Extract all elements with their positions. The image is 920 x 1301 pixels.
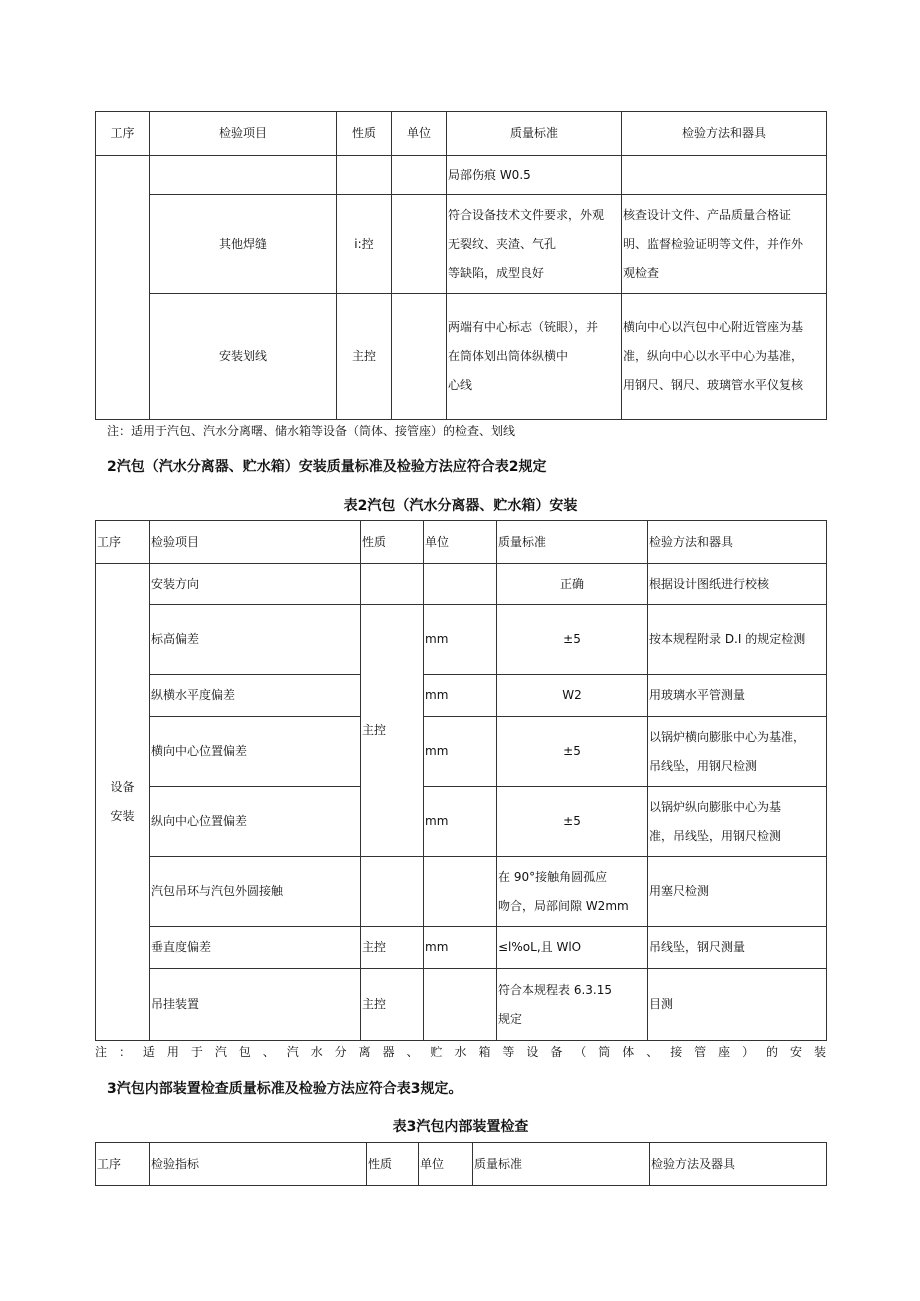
process-cell xyxy=(96,156,150,420)
nature-cell: 主控 xyxy=(361,605,424,857)
item-cell: 纵横水平度偏差 xyxy=(150,675,361,717)
method-line: 核查设计文件、产品质量合格证 xyxy=(623,207,792,222)
item-cell: 安装划线 xyxy=(150,294,337,420)
unit-cell: mm xyxy=(424,927,497,969)
table-row xyxy=(96,675,827,717)
table-2-caption: 表2汽包（汽水分离器、贮水箱）安装 xyxy=(343,498,578,514)
standard-cell: ±5 xyxy=(497,787,648,857)
unit-cell xyxy=(424,857,497,927)
table-row xyxy=(96,969,827,1041)
method-cell: 目测 xyxy=(648,969,827,1041)
unit-cell xyxy=(424,969,497,1041)
item-cell: 汽包吊环与汽包外圆接触 xyxy=(150,857,361,927)
unit-cell: mm xyxy=(424,717,497,787)
process-cell xyxy=(96,564,150,1041)
nature-cell xyxy=(337,156,392,195)
standard-cell: 局部伤痕 W0.5 xyxy=(447,156,622,195)
standard-line: 吻合，局部间隙 W2mm xyxy=(498,898,629,913)
standard-cell xyxy=(497,969,648,1041)
method-cell xyxy=(622,156,827,195)
header-method: 检验方法及器具 xyxy=(650,1143,827,1186)
nature-cell xyxy=(361,857,424,927)
table-1-header xyxy=(96,112,827,156)
header-unit: 单位 xyxy=(392,112,447,156)
table-3-header xyxy=(96,1143,827,1186)
header-process: 工序 xyxy=(96,521,150,564)
header-process: 工序 xyxy=(96,112,150,156)
method-line: 吊线坠，用钢尺检测 xyxy=(649,758,758,773)
standard-cell: W2 xyxy=(497,675,648,717)
standard-line: 无裂纹、夹渣、气孔 xyxy=(448,236,557,251)
table-row xyxy=(96,605,827,675)
standard-line: 心线 xyxy=(448,378,473,392)
method-line: 明、监督检验证明等文件，并作外 xyxy=(623,236,804,251)
header-process: 工序 xyxy=(96,1143,150,1186)
item-cell: 安装方向 xyxy=(150,564,361,605)
header-nature: 性质 xyxy=(367,1143,419,1186)
method-cell xyxy=(648,717,827,787)
header-method: 检验方法和器具 xyxy=(622,112,827,156)
table-row xyxy=(96,156,827,195)
standard-cell xyxy=(447,195,622,294)
nature-cell: i:控 xyxy=(337,195,392,294)
method-line: 观检查 xyxy=(623,265,660,280)
standard-cell: 正确 xyxy=(497,564,648,605)
standard-cell: ±5 xyxy=(497,605,648,675)
header-nature: 性质 xyxy=(337,112,392,156)
table-row xyxy=(96,564,827,605)
unit-cell: mm xyxy=(424,675,497,717)
method-cell xyxy=(648,787,827,857)
item-cell: 其他焊缝 xyxy=(150,195,337,294)
standard-line: 在 90°接触角圆孤应 xyxy=(498,869,608,884)
method-cell xyxy=(622,294,827,420)
table-2-note: 注：适用于汽包、汽水分离器、贮水箱等设备（筒体、接管座）的安装 xyxy=(95,1045,826,1059)
header-item: 检验指标 xyxy=(150,1143,367,1186)
method-cell: 按本规程附录 D.I 的规定检测 xyxy=(648,605,827,675)
standard-line: 等缺陷，成型良好 xyxy=(448,265,545,280)
process-line: 设备 xyxy=(110,780,135,794)
item-cell: 纵向中心位置偏差 xyxy=(150,787,361,857)
header-nature: 性质 xyxy=(361,521,424,564)
unit-cell: mm xyxy=(424,787,497,857)
standard-line: 符合设备技术文件要求，外观 xyxy=(448,207,605,222)
method-cell: 用玻璃水平管测量 xyxy=(648,675,827,717)
item-cell xyxy=(150,156,337,195)
table-row xyxy=(96,927,827,969)
unit-cell: mm xyxy=(424,605,497,675)
header-standard: 质量标准 xyxy=(473,1143,650,1186)
paragraph-2: 2汽包（汽水分离器、贮水箱）安装质量标准及检验方法应符合表2规定 xyxy=(107,459,547,475)
table-2 xyxy=(95,520,827,1041)
unit-cell xyxy=(392,294,447,420)
standard-cell xyxy=(497,857,648,927)
table-row xyxy=(96,195,827,294)
process-line: 安装 xyxy=(110,809,135,823)
standard-line: 两端有中心标志（铳眼），并 xyxy=(448,320,599,334)
method-cell: 吊线坠，钢尺测量 xyxy=(648,927,827,969)
method-cell: 根据设计图纸进行校核 xyxy=(648,564,827,605)
unit-cell xyxy=(392,156,447,195)
table-row xyxy=(96,787,827,857)
method-cell: 用塞尺检测 xyxy=(648,857,827,927)
standard-line: 在筒体划出筒体纵横中 xyxy=(448,349,569,363)
method-line: 横向中心以汽包中心附近管座为基 xyxy=(623,320,804,334)
standard-line: 规定 xyxy=(498,1011,523,1026)
nature-cell: 主控 xyxy=(361,927,424,969)
header-method: 检验方法和器具 xyxy=(648,521,827,564)
nature-cell: 主控 xyxy=(337,294,392,420)
table-3-caption: 表3汽包内部装置检查 xyxy=(392,1119,529,1135)
method-line: 用钢尺、钢尺、玻璃管水平仪复核 xyxy=(623,378,804,392)
unit-cell xyxy=(392,195,447,294)
header-item: 检验项目 xyxy=(150,112,337,156)
table-row xyxy=(96,294,827,420)
standard-cell: ≤l%oL,且 WlO xyxy=(497,927,648,969)
standard-cell xyxy=(447,294,622,420)
unit-cell xyxy=(424,564,497,605)
header-unit: 单位 xyxy=(419,1143,473,1186)
item-cell: 垂直度偏差 xyxy=(150,927,361,969)
method-line: 以锅炉横向膨胀中心为基准， xyxy=(649,729,806,744)
method-line: 准，吊线坠，用钢尺检测 xyxy=(649,828,782,843)
item-cell: 吊挂装置 xyxy=(150,969,361,1041)
nature-cell: 主控 xyxy=(361,969,424,1041)
header-standard: 质量标准 xyxy=(447,112,622,156)
item-cell: 横向中心位置偏差 xyxy=(150,717,361,787)
header-unit: 单位 xyxy=(424,521,497,564)
table-1 xyxy=(95,111,827,420)
table-1-note: 注：适用于汽包、汽水分离曙、储水箱等设备（筒体、接管座）的检查、划线 xyxy=(107,424,516,438)
method-line: 以锅炉纵向膨胀中心为基 xyxy=(649,799,782,814)
standard-line: 符合本规程表 6.3.15 xyxy=(498,982,612,997)
table-2-header xyxy=(96,521,827,564)
table-3 xyxy=(95,1142,827,1186)
header-item: 检验项目 xyxy=(150,521,361,564)
paragraph-3: 3汽包内部装置检查质量标准及检验方法应符合表3规定。 xyxy=(107,1081,463,1097)
header-standard: 质量标准 xyxy=(497,521,648,564)
method-cell xyxy=(622,195,827,294)
method-line: 准，纵向中心以水平中心为基准， xyxy=(623,349,804,363)
standard-cell: ±5 xyxy=(497,717,648,787)
nature-cell xyxy=(361,564,424,605)
table-row xyxy=(96,717,827,787)
item-cell: 标高偏差 xyxy=(150,605,361,675)
table-row xyxy=(96,857,827,927)
